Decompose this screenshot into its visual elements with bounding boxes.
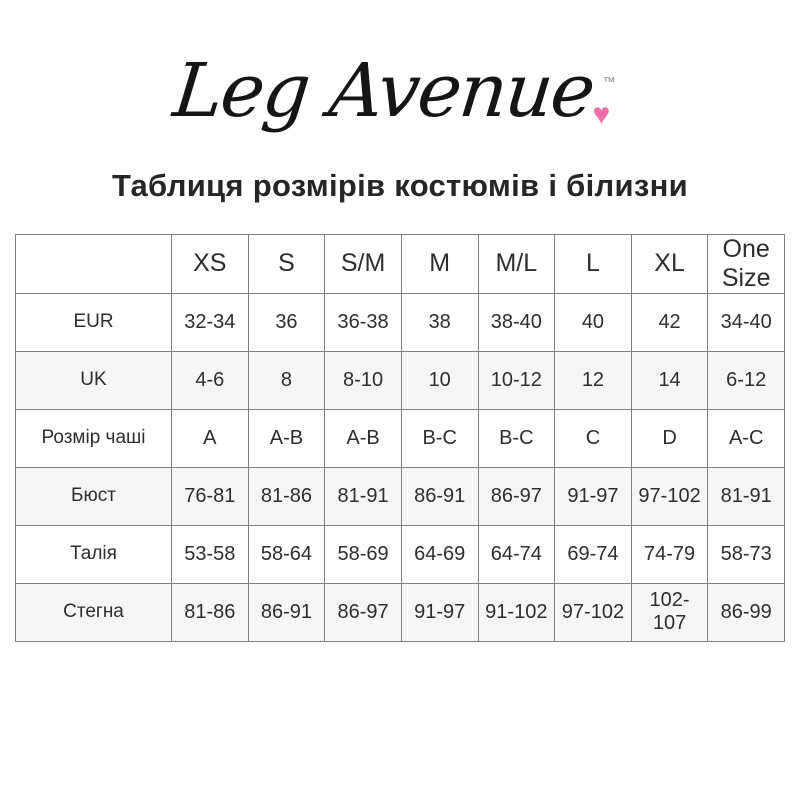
size-cell: A-C (708, 409, 785, 467)
row-label: EUR (16, 293, 172, 351)
row-label: Бюст (16, 467, 172, 525)
size-cell: 97-102 (555, 583, 632, 641)
row-label: Талія (16, 525, 172, 583)
size-cell: 86-91 (401, 467, 478, 525)
size-cell: 102-107 (631, 583, 708, 641)
size-cell: 36-38 (325, 293, 402, 351)
header-row (16, 235, 785, 294)
size-cell: 91-97 (401, 583, 478, 641)
size-table-body (16, 293, 785, 641)
column-header-xl: XL (631, 235, 708, 294)
size-cell: 81-86 (172, 583, 249, 641)
size-cell: 38 (401, 293, 478, 351)
column-header-one-size: One Size (708, 235, 785, 294)
size-table (15, 234, 785, 642)
size-cell: 86-91 (248, 583, 325, 641)
table-row (16, 293, 785, 351)
size-cell: B-C (401, 409, 478, 467)
size-cell: 64-69 (401, 525, 478, 583)
size-cell: 86-97 (478, 467, 555, 525)
size-cell: A (172, 409, 249, 467)
size-cell: 4-6 (172, 351, 249, 409)
size-cell: 91-102 (478, 583, 555, 641)
size-cell: 34-40 (708, 293, 785, 351)
size-cell: 97-102 (631, 467, 708, 525)
size-cell: D (631, 409, 708, 467)
size-cell: 40 (555, 293, 632, 351)
size-cell: 32-34 (172, 293, 249, 351)
size-cell: A-B (325, 409, 402, 467)
size-cell: 81-91 (708, 467, 785, 525)
size-cell: 91-97 (555, 467, 632, 525)
size-cell: B-C (478, 409, 555, 467)
size-cell: 42 (631, 293, 708, 351)
brand-logo-text: Leg Avenue (168, 48, 598, 134)
row-label: Розмір чаші (16, 409, 172, 467)
size-table-head (16, 235, 785, 294)
size-cell: 8-10 (325, 351, 402, 409)
column-header-m: M (401, 235, 478, 294)
column-header-xs: XS (172, 235, 249, 294)
size-cell: 53-58 (172, 525, 249, 583)
size-cell: 58-73 (708, 525, 785, 583)
size-cell: 74-79 (631, 525, 708, 583)
row-label: UK (16, 351, 172, 409)
size-cell: A-B (248, 409, 325, 467)
brand-logo-mark (592, 60, 626, 134)
table-row (16, 409, 785, 467)
size-cell: 8 (248, 351, 325, 409)
table-row (16, 583, 785, 641)
row-label: Стегна (16, 583, 172, 641)
size-cell: 12 (555, 351, 632, 409)
size-cell: 10-12 (478, 351, 555, 409)
size-cell: 58-69 (325, 525, 402, 583)
size-cell: 10 (401, 351, 478, 409)
column-header-l: L (555, 235, 632, 294)
trademark-symbol: ™ (602, 74, 616, 89)
size-cell: 76-81 (172, 467, 249, 525)
table-row (16, 351, 785, 409)
size-cell: 38-40 (478, 293, 555, 351)
size-cell: C (555, 409, 632, 467)
size-cell: 6-12 (708, 351, 785, 409)
size-cell: 36 (248, 293, 325, 351)
size-cell: 64-74 (478, 525, 555, 583)
size-cell: 14 (631, 351, 708, 409)
size-cell: 69-74 (555, 525, 632, 583)
size-cell: 81-91 (325, 467, 402, 525)
column-header-m-l: M/L (478, 235, 555, 294)
corner-cell (16, 235, 172, 294)
heart-icon: ♥ (592, 98, 611, 131)
column-header-s-m: S/M (325, 235, 402, 294)
size-cell: 86-99 (708, 583, 785, 641)
page-title: Таблиця розмірів костюмів і білизни (112, 168, 688, 203)
size-cell: 58-64 (248, 525, 325, 583)
brand-logo (0, 0, 800, 134)
size-cell: 86-97 (325, 583, 402, 641)
table-row (16, 525, 785, 583)
table-row (16, 467, 785, 525)
size-cell: 81-86 (248, 467, 325, 525)
column-header-s: S (248, 235, 325, 294)
